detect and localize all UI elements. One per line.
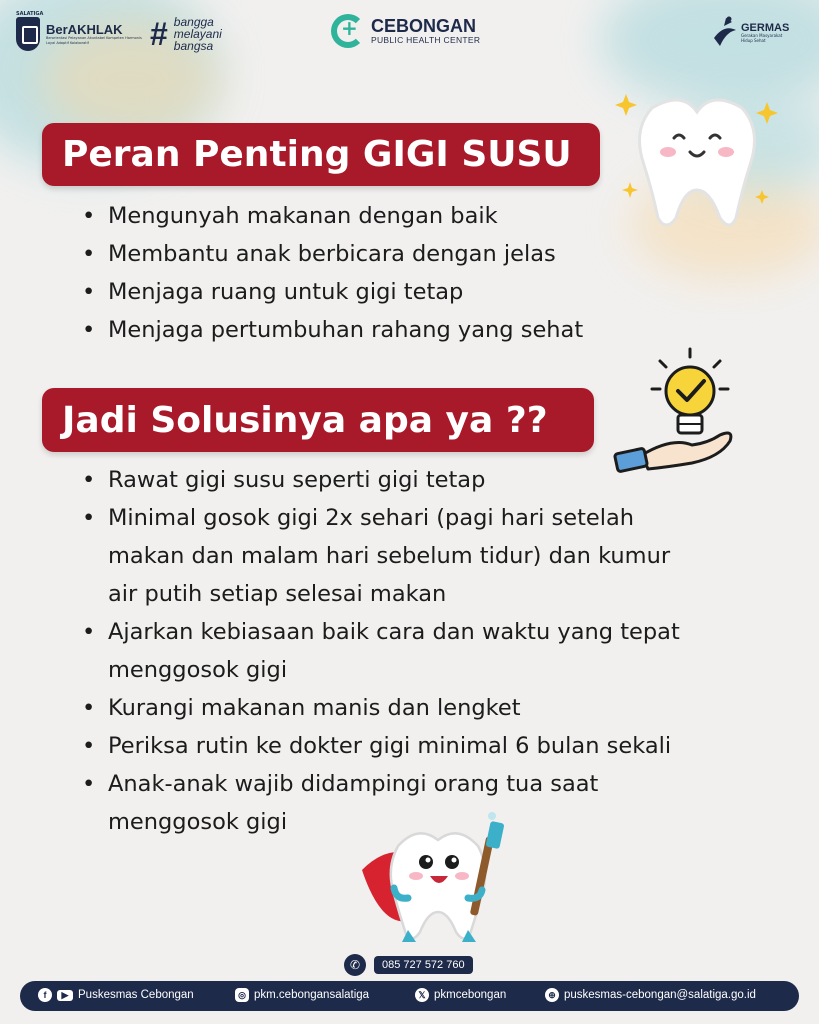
phone-contact: [344, 954, 473, 976]
list-item: • Kurangi makanan manis dan lengket: [82, 689, 772, 727]
section-heading-solusi: Jadi Solusinya apa ya ??: [42, 388, 594, 452]
footer-x[interactable]: [415, 988, 506, 1002]
list-item: • Rawat gigi susu seperti gigi tetap: [82, 461, 772, 499]
list-item: • Ajarkan kebiasaan baik cara dan waktu yang tepat menggosok gigi: [82, 613, 758, 689]
hand-icon: [614, 433, 730, 472]
cebongan-title: CEBONGAN: [371, 16, 477, 36]
hashtag-mark: #: [150, 16, 168, 52]
germas-title: GERMAS: [741, 21, 790, 34]
list-item: • Membantu anak berbicara dengan jelas: [82, 235, 672, 273]
superhero-tooth-icon: [352, 810, 522, 950]
list-item: • Menjaga ruang untuk gigi tetap: [82, 273, 672, 311]
germas-icon: [712, 16, 738, 50]
section-heading-peran-penting: Peran Penting GIGI SUSU: [42, 123, 600, 186]
germas-subtitle: Gerakan Masyarakat Hidup Sehat: [741, 32, 783, 43]
berakhlak-subtitle: Berorientasi Pelayanan Akuntabel Kompeten Harmonis Loyal Adaptif Kolaboratif: [46, 36, 142, 45]
list-item: • Anak-anak wajib didampingi orang tua saat menggosok gigi: [82, 765, 698, 841]
list-item: • Menjaga pertumbuhan rahang yang sehat: [82, 311, 672, 349]
solusi-list: [82, 461, 772, 841]
germas-logo: [712, 16, 791, 50]
footer-x-label: pkmcebongan: [434, 989, 507, 1001]
berakhlak-title: BerAKHLAK: [46, 22, 123, 38]
phone-number[interactable]: 085 727 572 760: [374, 956, 473, 974]
globe-icon: ⊕: [545, 988, 559, 1002]
footer-web-label: puskesmas-cebongan@salatiga.go.id: [564, 989, 756, 1001]
health-cross-icon: [331, 14, 365, 48]
tooth-icon: [612, 90, 782, 240]
header-logos: [0, 12, 819, 64]
cebongan-logo: [331, 14, 480, 48]
list-item: • Periksa rutin ke dokter gigi minimal 6 bulan sekali: [82, 727, 772, 765]
instagram-icon: ◎: [235, 988, 249, 1002]
lightbulb-icon: [612, 345, 742, 480]
list-item: • Minimal gosok gigi 2x sehari (pagi hari setelah makan dan malam hari sebelum tidur) dan kumur air putih setiap selesai makan: [82, 499, 698, 613]
footer-bar: [20, 981, 799, 1011]
list-item: • Mengunyah makanan dengan baik: [82, 197, 672, 235]
footer-web[interactable]: [545, 988, 756, 1002]
seal-text: SALATIGA: [16, 11, 44, 17]
bangga-line: bangsa: [173, 39, 214, 53]
footer-instagram[interactable]: [235, 988, 369, 1002]
footer-facebook-label: Puskesmas Cebongan: [78, 989, 194, 1001]
peran-list: [82, 197, 672, 349]
youtube-icon: ▶: [57, 990, 73, 1001]
salatiga-seal-icon: [16, 11, 44, 51]
whatsapp-icon: ✆: [344, 954, 366, 976]
footer-facebook-youtube[interactable]: [38, 988, 194, 1002]
bangga-line: melayani: [173, 27, 222, 41]
berakhlak-logo: [16, 11, 222, 53]
cebongan-subtitle: PUBLIC HEALTH CENTER: [371, 35, 481, 45]
facebook-icon: f: [38, 988, 52, 1002]
bangga-line: bangga: [173, 15, 214, 29]
x-icon: 𝕏: [415, 988, 429, 1002]
footer-instagram-label: pkm.cebongansalatiga: [254, 989, 370, 1001]
